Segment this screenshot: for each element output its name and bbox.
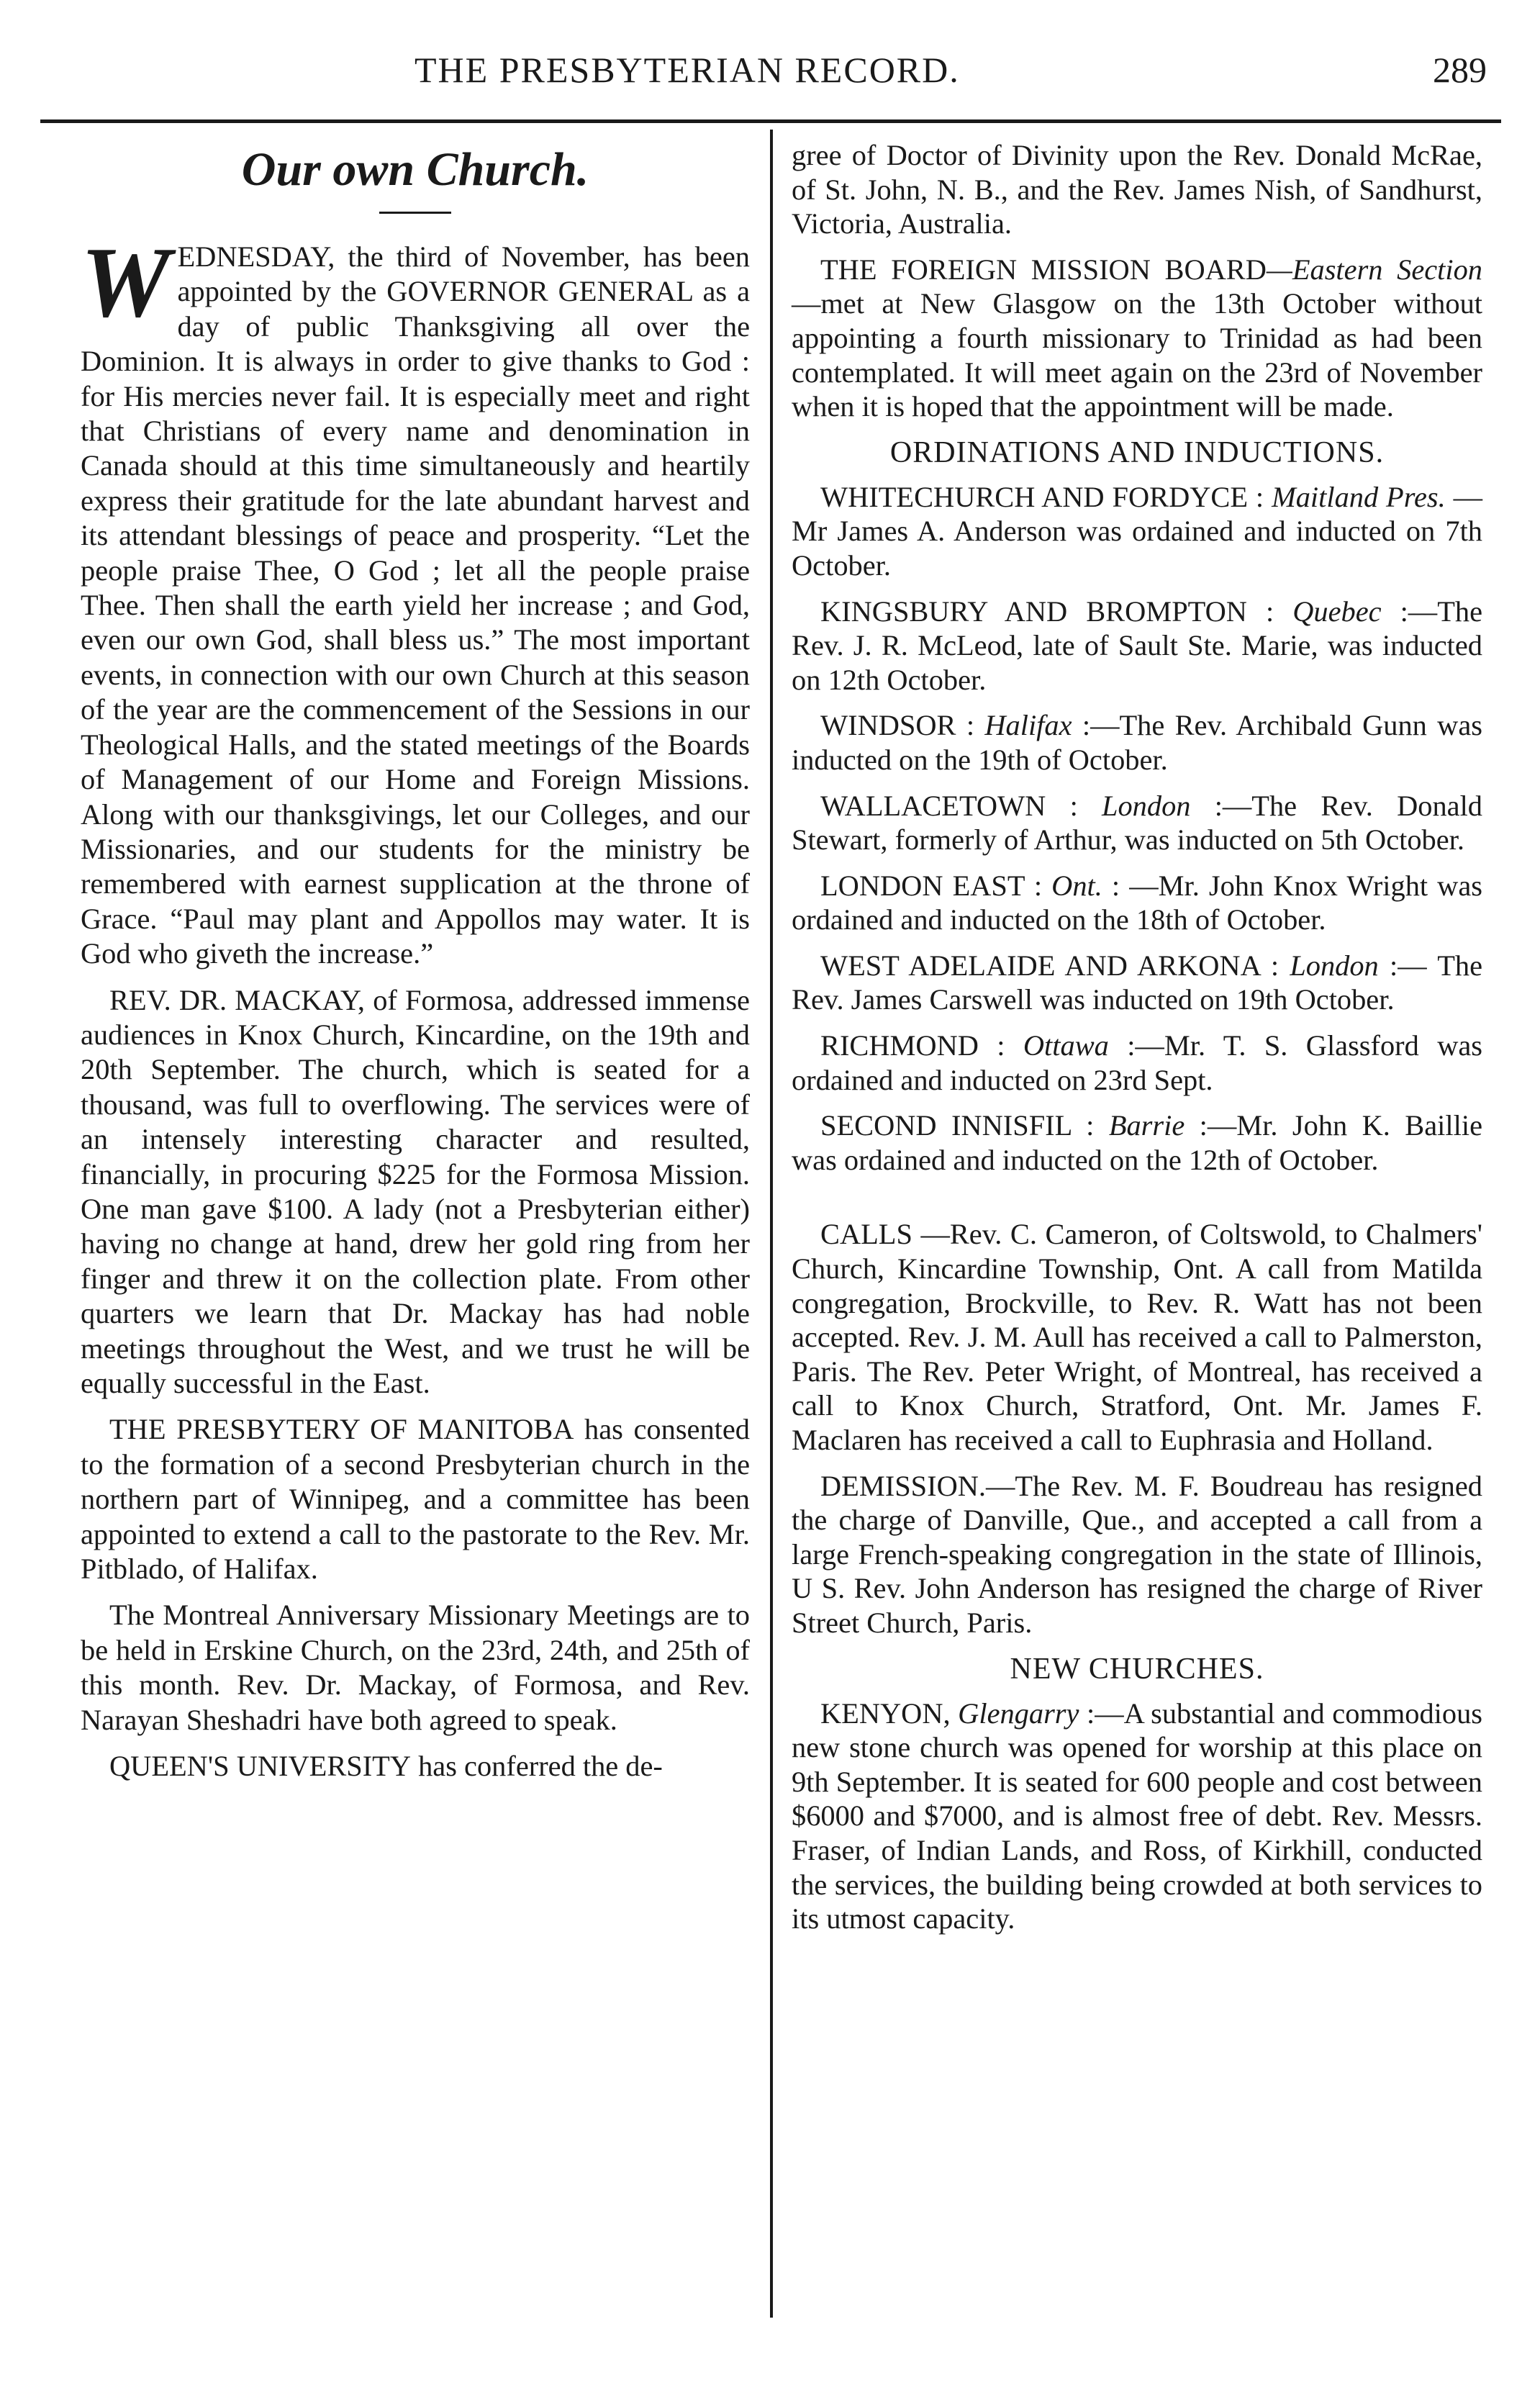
column-divider (770, 130, 773, 2318)
ordination-presbytery: Barrie (1108, 1109, 1185, 1142)
ordination-text: :—Mr. John K. Baillie was ordained and inducted on the 12th of October. (792, 1109, 1482, 1176)
queens-text: has conferred the de- (411, 1750, 663, 1783)
ordination-item (792, 1108, 1482, 1177)
queens-paragraph (81, 1749, 750, 1784)
page-number: 289 (1433, 50, 1487, 90)
ordination-text: :—Mr. T. S. Glassford was ordained and inducted on 23rd Sept. (792, 1029, 1483, 1096)
ordination-place: LONDON EAST : (820, 869, 1052, 902)
thanksgiving-paragraph (81, 227, 750, 972)
ordination-presbytery: Maitland Pres. (1272, 480, 1446, 513)
queens-lead: QUEEN'S UNIVERSITY (109, 1750, 412, 1783)
ordination-place: SECOND INNISFIL : (820, 1109, 1109, 1142)
calls-lead: CALLS (820, 1218, 912, 1251)
ordinations-heading: ORDINATIONS AND INDUCTIONS. (889, 435, 1385, 469)
ordination-item (792, 1029, 1482, 1097)
calls-paragraph (792, 1217, 1482, 1457)
ordination-place: WINDSOR : (820, 709, 985, 742)
ordination-presbytery: London (1102, 789, 1191, 822)
manitoba-paragraph (81, 1412, 750, 1586)
foreign-mission-section: —Eastern Section (1266, 253, 1483, 286)
demission-lead: DEMISSION. (820, 1469, 987, 1502)
kenyon-lead: KENYON, (820, 1696, 959, 1730)
journal-title: THE PRESBYTERIAN RECORD. (415, 50, 960, 90)
ordination-item (792, 595, 1482, 697)
ordination-text: :—The Rev. J. R. McLeod, late of Sault Ste. Marie, was inducted on 12th October. (792, 595, 1482, 696)
section-title: Our own Church. (241, 143, 589, 196)
mackay-lead: REV. DR. MACKAY, (109, 983, 365, 1016)
drop-cap: W (81, 227, 171, 338)
ordination-place: WEST ADELAIDE AND ARKONA : (820, 949, 1290, 982)
doctorate-paragraph: gree of Doctor of Divinity upon the Rev. Donald McRae, of St. John, N. B., and the Rev. James Nish, of Sandhurst, Victoria, Australia. (792, 139, 1482, 240)
foreign-mission-paragraph (792, 253, 1482, 424)
ordination-place: WALLACETOWN : (820, 789, 1102, 822)
manitoba-text: has consented to the formation of a second Presbyterian church in the northern part of Winnipeg, and a committee has been appointed to extend a call to the pastorate to the Rev. Mr. Pitblado, of Halifax. (81, 1413, 751, 1586)
ordination-item (792, 869, 1482, 937)
mackay-paragraph (81, 983, 750, 1401)
kenyon-text: :—A substantial and commodious new stone church was opened for worship at this place on 9th September. It is seated for 600 people and cost between $6000 and $7000, and is almost free of debt. Rev. Messrs. Fraser, of Indian Lands, and Ross, of Kirkhill, conducted the services, the building being crowded at both services to its utmost capacity. (792, 1696, 1482, 1935)
ordination-item (792, 708, 1482, 777)
manitoba-lead: THE PRESBYTERY OF MANITOBA (109, 1413, 574, 1446)
ordination-place: KINGSBURY AND BROMPTON : (820, 595, 1293, 628)
title-rule (379, 212, 451, 214)
foreign-mission-lead: THE FOREIGN MISSION BOARD (820, 253, 1267, 286)
montreal-paragraph: The Montreal Anniversary Missionary Meetings are to be held in Erskine Church, on the 23rd, 24th, and 25th of this month. Rev. Dr. Mackay, of Formosa, and Rev. Narayan Sheshadri have both agreed to speak. (81, 1599, 750, 1736)
ordination-item (792, 789, 1482, 857)
ordination-item (792, 480, 1482, 583)
ordination-text: : —Mr. John Knox Wright was ordained and inducted on the 18th of October. (792, 869, 1482, 936)
kenyon-paragraph (792, 1696, 1482, 1936)
mackay-text: of Formosa, addressed immense audiences in Knox Church, Kincardine, on the 19th and 20th September. The church, which is seated for a thousand, was full to overflowing. The services were of an intensely interesting character and resulted, financially, in procuring $225 for the Formosa Mission. One man gave $100. A lady (not a Presbyterian either) having no change at hand, drew her gold ring from her finger and threw it on the collection plate. From other quarters we learn that Dr. Mackay has had noble meetings throughout the West, and we trust he will be equally successful in the East. (81, 983, 750, 1399)
foreign-mission-text: —met at New Glasgow on the 13th October without appointing a fourth missionary to Trinidad as had been contemplated. It will meet again on the 23rd of November when it is hoped that the appointment will be made. (792, 287, 1482, 423)
ordination-text: —Mr James A. Anderson was ordained and inducted on 7th October. (792, 480, 1482, 582)
left-column (81, 138, 750, 1795)
ordination-presbytery: London (1290, 949, 1379, 982)
right-column (792, 138, 1482, 1948)
header-rule (40, 119, 1501, 123)
ordination-place: WHITECHURCH AND FORDYCE : (820, 480, 1272, 513)
ordination-item (792, 949, 1482, 1017)
spacer (792, 1188, 1482, 1217)
ordination-presbytery: Ottawa (1023, 1029, 1109, 1062)
ordination-presbytery: Halifax (984, 709, 1072, 742)
calls-text: —Rev. C. Cameron, of Coltswold, to Chalmers' Church, Kincardine Township, Ont. A call from Matilda congregation, Brockville, to Rev. R. Watt has not been accepted. Rev. J. M. Aull has received a call to Palmerston, Paris. The Rev. Peter Wright, of Montreal, has received a call to Knox Church, Stratford, Ont. Mr. James F. Maclaren has received a call to Euphrasia and Holland. (792, 1218, 1482, 1456)
new-churches-heading: NEW CHURCHES. (1010, 1652, 1264, 1686)
ordination-presbytery: Ont. (1051, 869, 1102, 902)
demission-paragraph (792, 1469, 1482, 1640)
ordination-text: :—The Rev. Donald Stewart, formerly of Arthur, was inducted on 5th October. (792, 789, 1482, 857)
ordination-text: :— The Rev. James Carswell was inducted on 19th October. (792, 949, 1482, 1016)
kenyon-county: Glengarry (958, 1696, 1079, 1730)
ordination-place: RICHMOND : (820, 1029, 1023, 1062)
ordination-text: :—The Rev. Archibald Gunn was inducted on the 19th of October. (792, 709, 1482, 776)
demission-text: —The Rev. M. F. Boudreau has resigned the charge of Danville, Que., and accepted a call from a large French-speaking congregation in the state of Illinois, U S. Rev. John Anderson has resigned the charge of River Street Church, Paris. (792, 1469, 1482, 1639)
thanksgiving-text: EDNESDAY, the third of November, has been appointed by the GOVERNOR GENERAL as a day of public Thanksgiving all over the Dominion. It is always in order to give thanks to God : for His mercies never fail. It is especially meet and right that Christians of every name and denomination in Canada should at this time simultaneously and heartily express their gratitude for the late abundant harvest and its attendant blessings of peace and prosperity. “Let the people praise Thee, O God ; let all the people praise Thee. Then shall the earth yield her increase ; and God, even our own God, shall bless us.” The most important events, in connection with our own Church at this season of the year are the commencement of the Sessions in our Theological Halls, and the stated meetings of the Boards of Management of our Home and Foreign Missions. Along with our thanksgivings, let our Colleges, and our Missionaries, and our students for the ministry be remembered with earnest supplication at the throne of Grace. “Paul may plant and Appollos may water. It is God who giveth the increase.” (81, 240, 750, 970)
running-header (40, 49, 1501, 115)
ordination-presbytery: Quebec (1292, 595, 1382, 628)
